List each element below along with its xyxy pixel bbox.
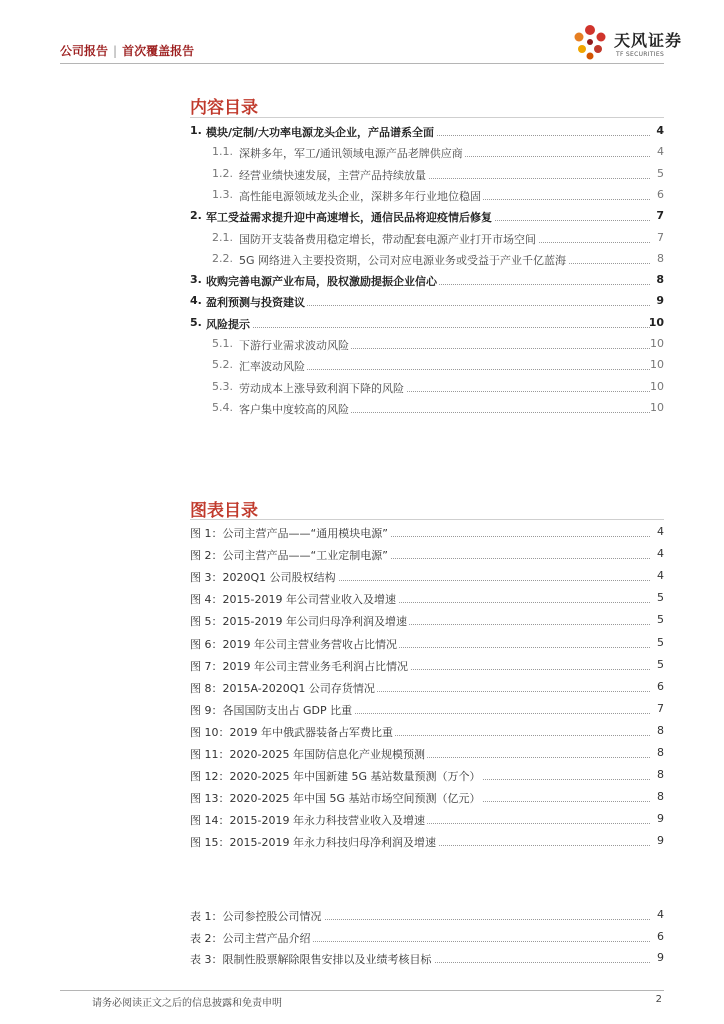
entry-page-number: 4 [657,547,664,561]
logo-text-en: TF SECURITIES [616,51,665,58]
toc-entry-number: 5.1. [212,337,233,350]
entry-page-number: 8 [657,790,664,804]
entry-page-number: 6 [657,929,664,943]
figure-entry[interactable] [0,834,724,852]
figure-entry[interactable] [0,569,724,587]
entry-page-number: 8 [656,273,664,287]
entry-page-number: 4 [657,569,664,583]
toc-entry-number: 1.2. [212,166,233,180]
table-entry[interactable] [0,908,724,926]
toc-entry[interactable] [0,145,724,163]
figure-entry-text: 图 14：2015-2019 年永力科技营业收入及增速 [190,814,425,828]
figure-entry[interactable] [0,636,724,654]
entry-page-number: 4 [657,908,664,921]
toc-title: 内容目录 [190,98,258,118]
figure-entry[interactable] [0,812,724,830]
entry-page-number: 8 [657,251,664,265]
figure-entry-text: 图 8：2015A-2020Q1 公司存货情况 [190,681,375,695]
entry-page-number: 8 [657,768,664,782]
toc-entry-number: 1.3. [212,187,233,201]
figure-entry[interactable] [0,680,724,698]
entry-page-number: 7 [657,701,664,715]
figures-title: 图表目录 [190,501,258,521]
entry-page-number: 9 [657,834,664,848]
table-entry[interactable] [0,930,724,948]
toc-entry-text: 收购完善电源产业布局，股权激励提振企业信心 [206,275,437,289]
entry-page-number: 8 [657,746,664,759]
report-subtype: 首次覆盖报告 [122,44,195,58]
toc-entry-text: 风险提示 [206,317,250,331]
figures-title-rule [190,519,664,520]
toc-entry-text: 5G 网络进入主要投资期，公司对应电源业务或受益于产业千亿蓝海 [239,253,567,267]
figure-entry[interactable] [0,768,724,786]
toc-entry-number: 5. [190,315,202,329]
figure-entry-text: 图 5：2015-2019 年公司归母净利润及增速 [190,615,407,629]
toc-entry[interactable] [0,273,724,291]
entry-page-number: 10 [650,337,664,350]
toc-entry[interactable] [0,188,724,206]
figure-entry-text: 图 4：2015-2019 年公司营业收入及增速 [190,593,396,607]
toc-entry[interactable] [0,124,724,142]
figure-entry-text: 图 6：2019 年公司主营业务营收占比情况 [190,637,397,651]
toc-entry-number: 4. [190,294,202,308]
report-type: 公司报告 [60,44,109,58]
figure-entry[interactable] [0,790,724,808]
entry-page-number: 4 [657,525,664,538]
figure-entry-text: 图 7：2019 年公司主营业务毛利润占比情况 [190,659,408,673]
entry-page-number: 10 [650,358,664,372]
toc-entry-number: 2.2. [212,251,233,265]
toc-entry-text: 经营业绩快速发展，主营产品持续放量 [239,168,426,182]
footer-divider [60,990,664,991]
entry-page-number: 5 [657,657,664,671]
toc-entry-number: 5.2. [212,358,233,372]
figure-entry-text: 图 15：2015-2019 年永力科技归母净利润及增速 [190,836,436,850]
figure-entry-text: 图 9：各国国防支出占 GDP 比重 [190,703,353,717]
table-entry-text: 表 3：限制性股票解除限售安排以及业绩考核目标 [190,953,432,966]
leader-dots [206,316,650,328]
toc-entry-number: 5.4. [212,400,233,414]
entry-page-number: 9 [657,951,664,964]
entry-page-number: 6 [657,187,664,201]
entry-page-number: 9 [657,812,664,826]
entry-page-number: 4 [657,145,664,159]
figure-entry[interactable] [0,702,724,720]
toc-entry[interactable] [0,380,724,398]
toc-entry-number: 1.1. [212,145,233,159]
toc-entry-number: 2. [190,209,202,223]
figure-entry-text: 图 3：2020Q1 公司股权结构 [190,571,336,585]
toc-entry[interactable] [0,167,724,185]
entry-page-number: 7 [656,209,664,223]
toc-entry[interactable] [0,252,724,270]
toc-entry-text: 深耕多年，军工/通讯领域电源产品老牌供应商 [239,147,463,161]
entry-page-number: 5 [657,613,664,627]
entry-page-number: 9 [656,294,664,308]
figure-entry[interactable] [0,613,724,631]
figure-entry-text: 图 10：2019 年中俄武器装备占军费比重 [190,725,393,739]
toc-entry[interactable] [0,401,724,419]
table-entry-text: 表 2：公司主营产品介绍 [190,931,311,945]
flower-logo-icon [570,22,610,62]
entry-page-number: 5 [657,591,664,605]
toc-entry-text: 军工受益需求提升迎中高速增长，通信民品将迎疫情后修复 [206,211,492,225]
header-separator: | [113,44,118,58]
entry-page-number: 10 [650,400,664,414]
toc-entry-text: 劳动成本上涨导致利润下降的风险 [239,381,404,395]
toc-entry-text: 汇率波动风险 [239,360,305,374]
figure-entry[interactable] [0,525,724,543]
figure-entry-text: 图 11：2020-2025 年国防信息化产业规模预测 [190,748,425,761]
entry-page-number: 8 [657,723,664,737]
toc-entry-text: 客户集中度较高的风险 [239,402,349,416]
logo-text-cn: 天风证券 [614,31,683,50]
table-entry-text: 表 1：公司参控股公司情况 [190,910,322,923]
entry-page-number: 4 [656,124,664,137]
entry-page-number: 10 [650,379,664,393]
toc-entry-number: 3. [190,273,202,287]
toc-entry-text: 下游行业需求波动风险 [239,339,349,352]
toc-entry[interactable] [0,231,724,249]
toc-entry[interactable] [0,209,724,227]
page-number: 2 [655,994,662,1005]
table-entry[interactable] [0,951,724,969]
toc-entry[interactable] [0,294,724,312]
toc-entry[interactable] [0,337,724,355]
toc-entry-text: 模块/定制/大功率电源龙头企业，产品谱系全面 [206,126,435,139]
figure-entry[interactable] [0,547,724,565]
toc-entry-text: 高性能电源领域龙头企业，深耕多年行业地位稳固 [239,189,481,203]
toc-entry-text: 盈利预测与投资建议 [206,296,305,310]
figure-entry-text: 图 2：公司主营产品——“工业定制电源” [190,549,388,563]
company-logo [570,22,683,66]
entry-page-number: 5 [657,635,664,649]
figure-entry[interactable] [0,591,724,609]
figure-entry-text: 图 1：公司主营产品——“通用模块电源” [190,527,388,540]
toc-entry-text: 国防开支装备费用稳定增长，带动配套电源产业打开市场空间 [239,232,536,246]
toc-entry-number: 1. [190,124,202,137]
figure-entry-text: 图 13：2020-2025 年中国 5G 基站市场空间预测（亿元） [190,792,481,806]
toc-title-rule [190,117,664,118]
toc-entry[interactable] [0,358,724,376]
entry-page-number: 7 [657,230,664,244]
entry-page-number: 6 [657,679,664,693]
report-header [60,42,194,59]
figure-entry[interactable] [0,746,724,764]
entry-page-number: 5 [657,166,664,180]
figure-entry[interactable] [0,724,724,742]
entry-page-number: 10 [648,315,664,329]
figure-entry-text: 图 12：2020-2025 年中国新建 5G 基站数量预测（万个） [190,770,481,784]
footer-disclaimer: 请务必阅读正文之后的信息披露和免责申明 [92,998,282,1009]
toc-entry-number: 5.3. [212,379,233,393]
figure-entry[interactable] [0,658,724,676]
toc-entry-number: 2.1. [212,230,233,244]
toc-entry[interactable] [0,316,724,334]
